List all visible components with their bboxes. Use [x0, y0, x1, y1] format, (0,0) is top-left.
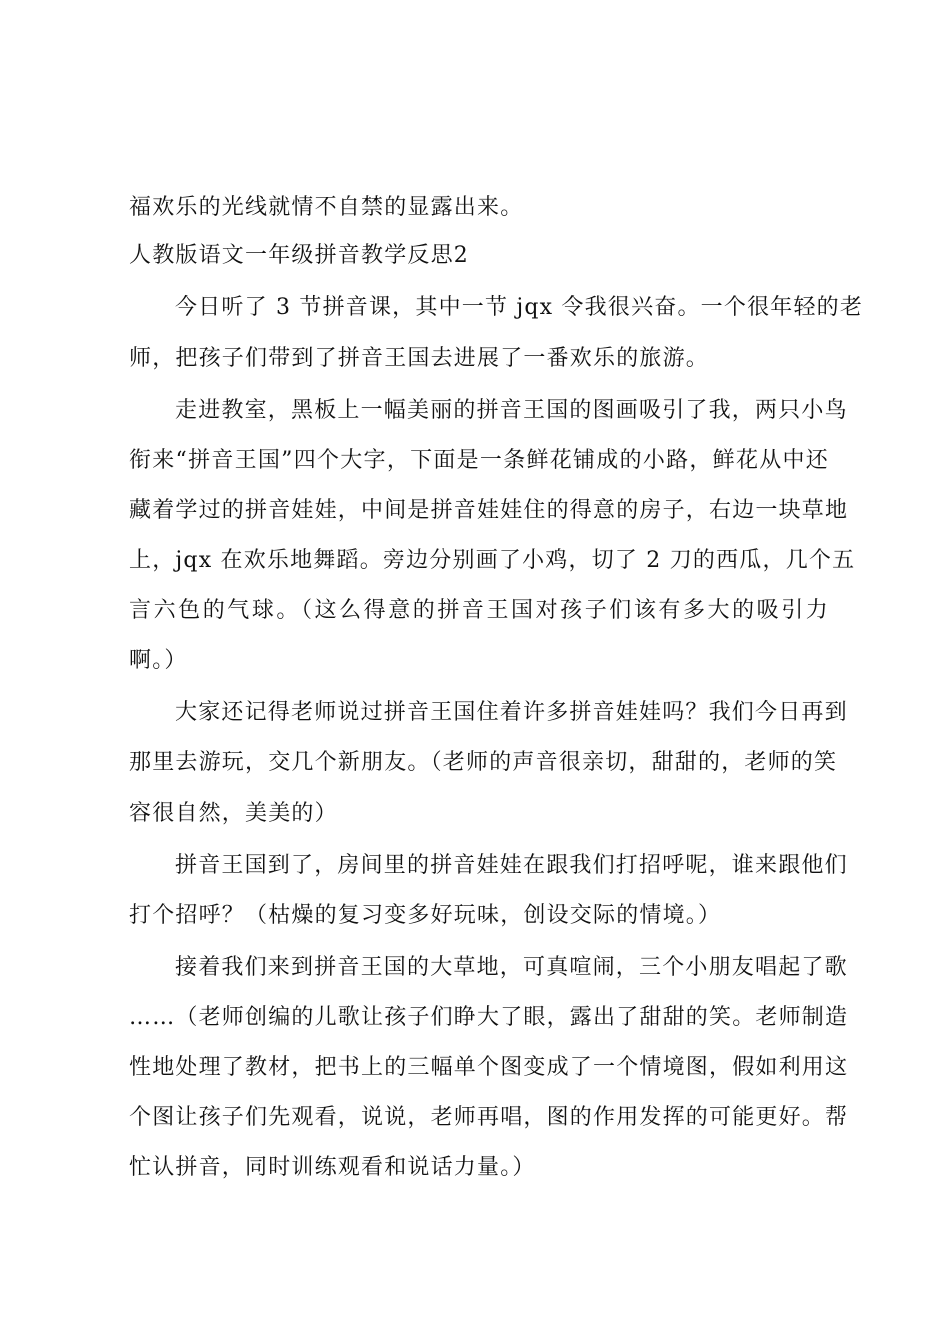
paragraph-line: 拼音王国到了，房间里的拼音娃娃在跟我们打招呼呢，谁来跟他们 — [175, 853, 848, 878]
paragraph-line: 打个招呼？（枯燥的复习变多好玩味，创设交际的情境。） — [129, 903, 722, 928]
paragraph-line: 容很自然，美美的） — [129, 801, 338, 826]
paragraph-line: 那里去游玩，交几个新朋友。（老师的声音很亲切，甜甜的，老师的笑 — [129, 750, 838, 775]
paragraph-line: 性地处理了教材，把书上的三幅单个图变成了一个情境图，假如利用这 — [129, 1055, 849, 1080]
paragraph-line: 走进教室，黑板上一幅美丽的拼音王国的图画吸引了我，两只小鸟 — [175, 398, 848, 423]
paragraph-line: 忙认拼音，同时训练观看和说话力量。） — [129, 1155, 536, 1180]
paragraph-line: 接着我们来到拼音王国的大草地，可真喧闹，三个小朋友唱起了歌 — [175, 955, 848, 980]
paragraph-line: 衔来“拼音王国”四个大字，下面是一条鲜花铺成的小路，鲜花从中还 — [129, 448, 829, 473]
continuation-line: 福欢乐的光线就情不自禁的显露出来。 — [129, 195, 524, 220]
paragraph-line: 今日听了 3 节拼音课，其中一节 jqx 令我很兴奋。一个很年轻的老 — [175, 295, 864, 320]
paragraph-line: 个图让孩子们先观看，说说，老师再唱，图的作用发挥的可能更好。帮 — [129, 1105, 849, 1130]
section-heading: 人教版语文一年级拼音教学反思2 — [129, 243, 469, 268]
paragraph-line: 大家还记得老师说过拼音王国住着许多拼音娃娃吗？我们今日再到 — [175, 700, 848, 725]
paragraph-line: 啊。） — [129, 648, 188, 673]
paragraph-line: 藏着学过的拼音娃娃，中间是拼音娃娃住的得意的房子，右边一块草地 — [129, 498, 849, 523]
paragraph-line: 上，jqx 在欢乐地舞蹈。旁边分别画了小鸡，切了 2 刀的西瓜，几个五 — [129, 548, 856, 573]
paragraph-line: 师，把孩子们带到了拼音王国去进展了一番欢乐的旅游。 — [129, 346, 710, 371]
paragraph-line: 言六色的气球。（这么得意的拼音王国对孩子们该有多大的吸引力 — [129, 598, 829, 623]
paragraph-line: ……（老师创编的儿歌让孩子们睁大了眼，露出了甜甜的笑。老师制造 — [129, 1005, 849, 1030]
